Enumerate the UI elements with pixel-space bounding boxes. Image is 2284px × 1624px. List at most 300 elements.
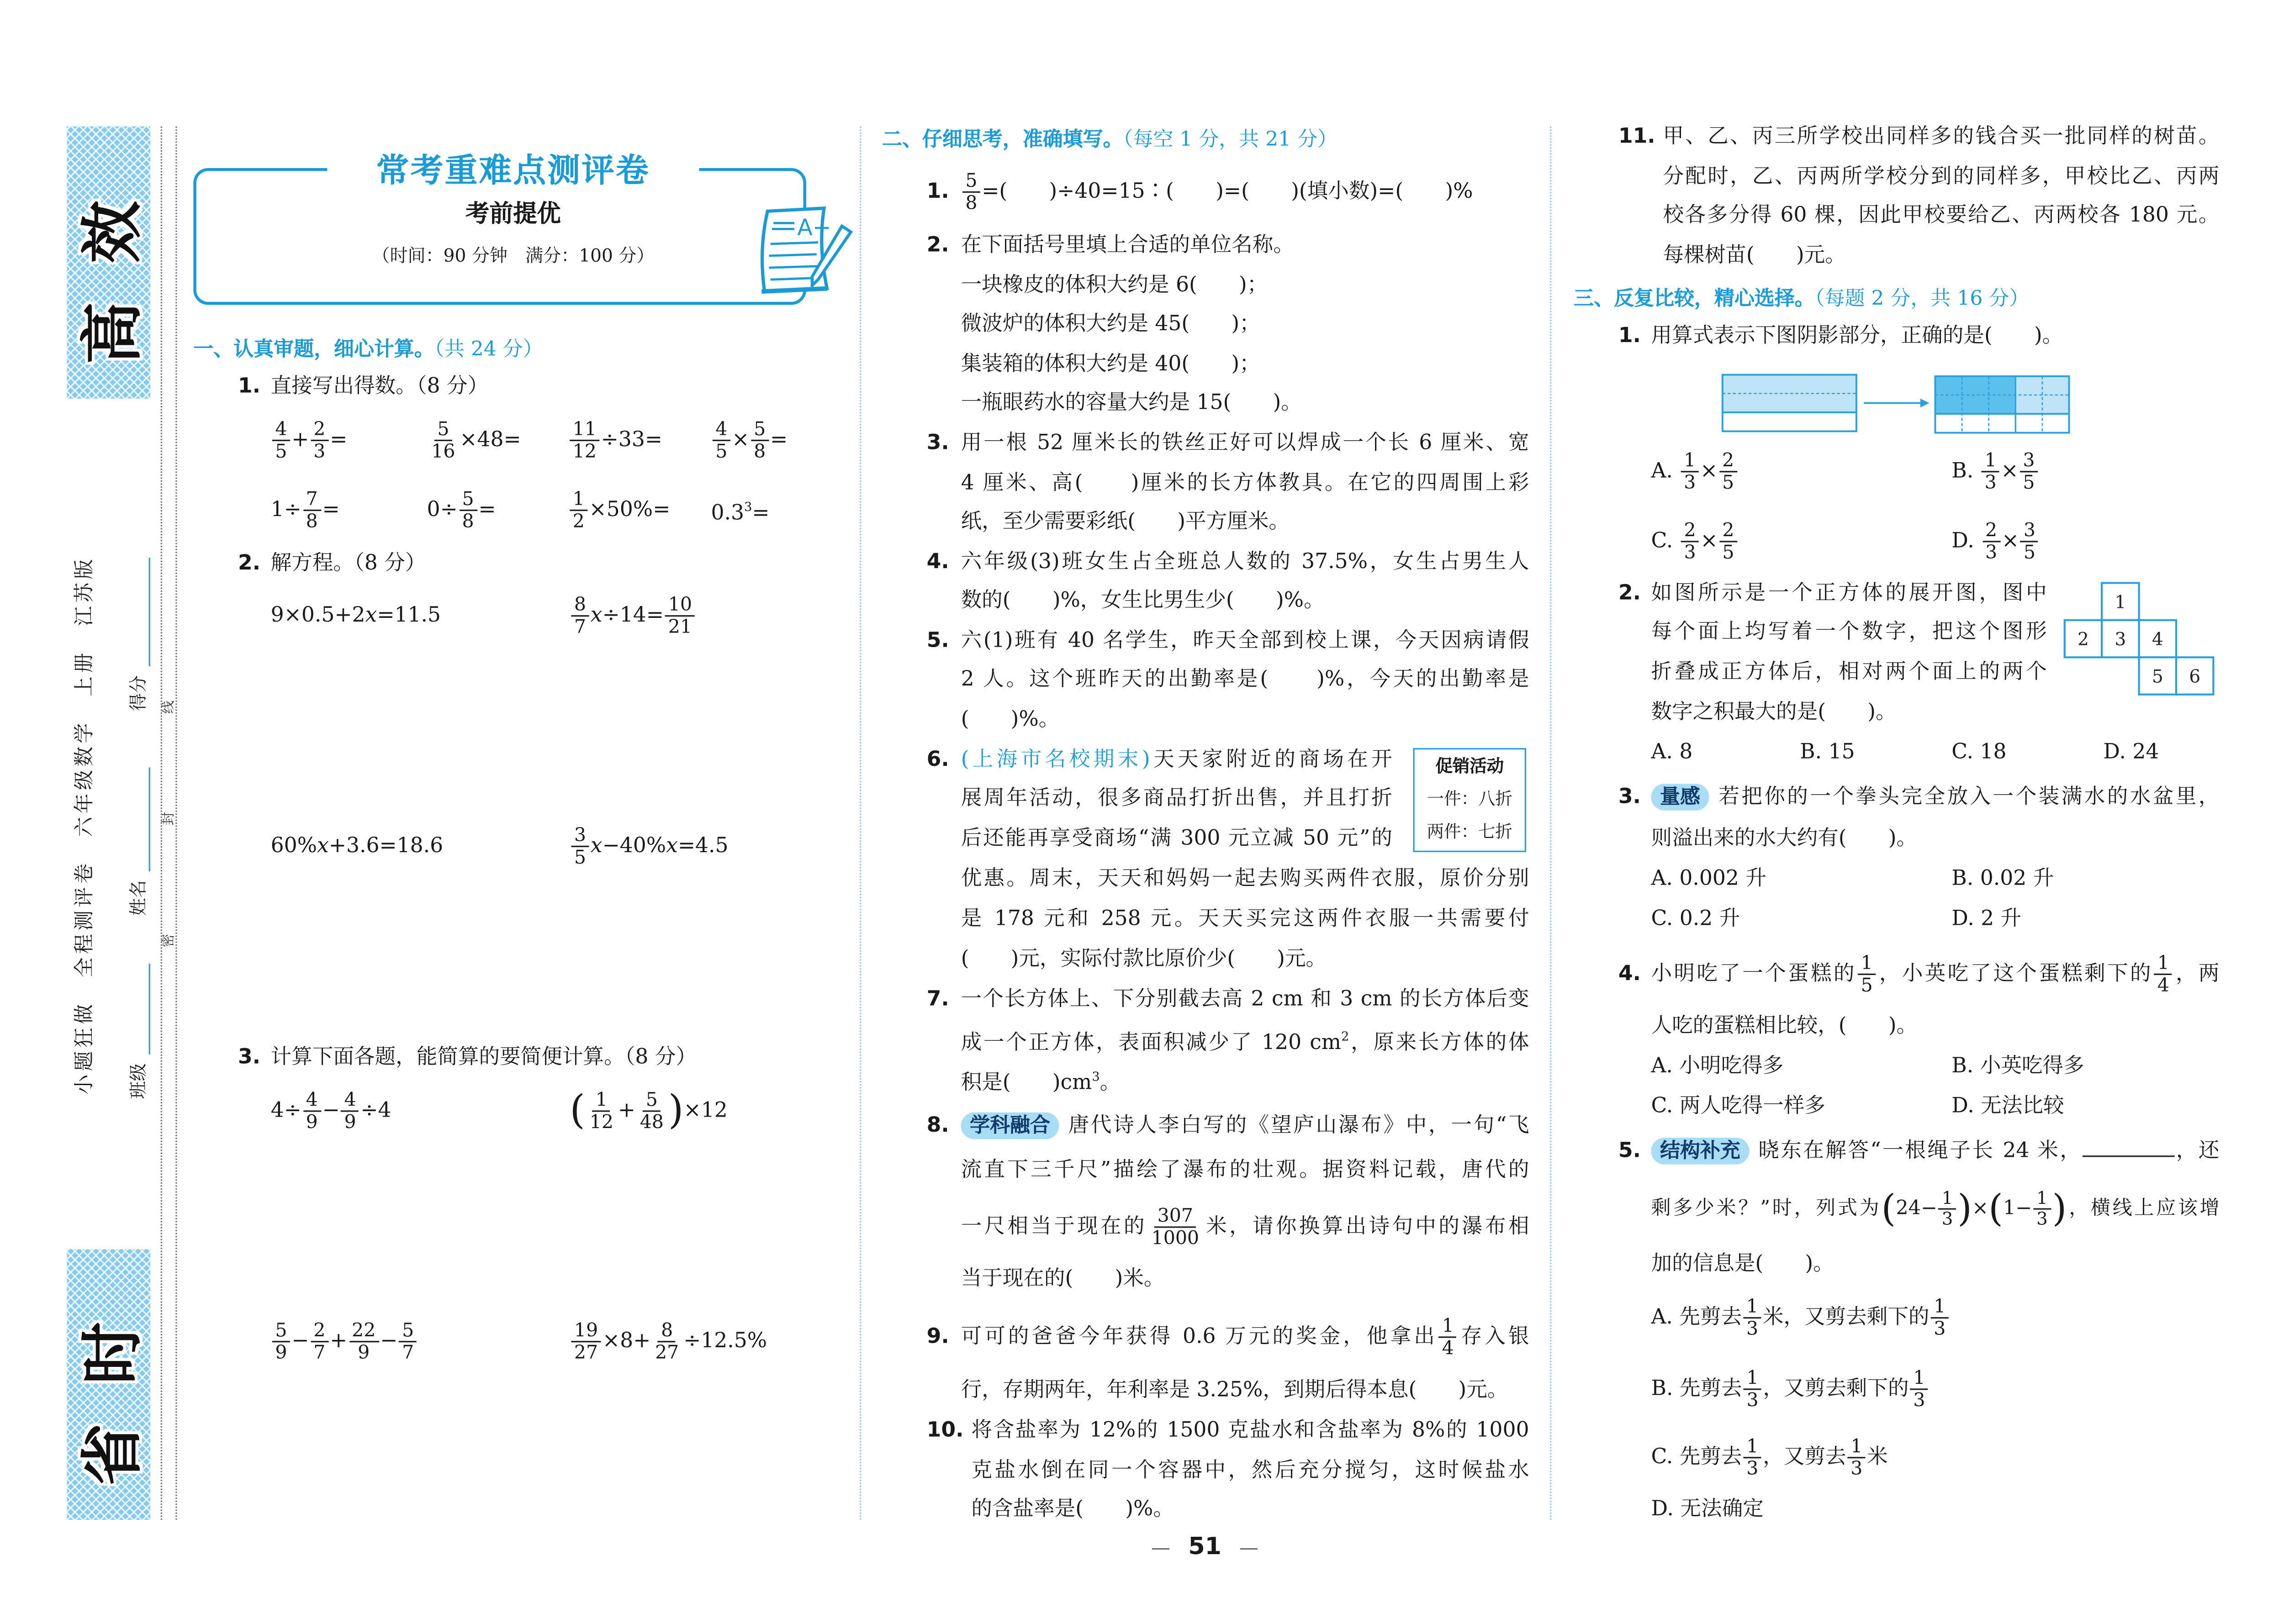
- fraction-denominator: 3: [1985, 540, 1998, 563]
- question-number: 10.: [926, 1418, 964, 1443]
- question-line: [961, 745, 1392, 775]
- question-line: 的含盐率是( )%。: [971, 1497, 1174, 1522]
- text-run: 可可的爸爸今年获得 0.6 万元的奖金，他拿出: [961, 1325, 1438, 1349]
- question-line: [961, 1111, 1529, 1140]
- fraction-numerator: 5: [399, 1320, 417, 1342]
- fraction-numerator: 1: [1858, 953, 1876, 975]
- fraction-numerator: 1: [1744, 1436, 1761, 1458]
- question-line: 2 人。这个班昨天的出勤率是( )%，今天的出勤率是: [961, 668, 1529, 692]
- text-run: 米，又剪去剩下的: [1762, 1306, 1930, 1330]
- answer-option[interactable]: C. 两人吃得一样多: [1651, 1094, 1825, 1118]
- fraction-denominator: 4: [1442, 1336, 1454, 1359]
- text-run: 一尺相当于现在的: [961, 1215, 1147, 1239]
- fraction-numerator: 4: [272, 419, 290, 441]
- question-line: 当于现在的( )米。: [961, 1267, 1165, 1291]
- question-number: 5.: [1618, 1139, 1641, 1163]
- question-line: 数的( )%，女生比男生少( )%。: [961, 589, 1325, 613]
- badge-text: 省时: [76, 1283, 149, 1486]
- text-run: 若把你的一个拳头完全放入一个装满水的水盆里，: [1716, 785, 2220, 809]
- fraction-numerator: 1: [2154, 953, 2172, 975]
- question-line: [961, 1206, 1529, 1248]
- exponent: 2: [1341, 1028, 1349, 1044]
- text-run: =( )÷40=15∶( )=( )(填小数)=( )%: [982, 180, 1473, 204]
- text-run: −: [291, 1329, 309, 1354]
- fraction-denominator: 5: [275, 439, 287, 462]
- exponent: 3: [744, 499, 752, 514]
- fraction: [303, 489, 321, 531]
- calc-item: [570, 1320, 767, 1362]
- big-parenthesis: ): [2052, 1186, 2067, 1230]
- net-face: 5: [2152, 666, 2163, 687]
- text-run: =: [478, 498, 496, 522]
- equation-item: [570, 594, 697, 637]
- fraction-numerator: 7: [303, 489, 321, 511]
- question-number: 1.: [926, 180, 949, 204]
- fraction: [571, 825, 589, 867]
- question-line: 一个长方体上、下分别截去高 2 cm 和 3 cm 的长方体后变: [961, 987, 1529, 1012]
- text-run: −: [380, 1329, 398, 1354]
- promotion-line: 一件：八折: [1427, 788, 1512, 809]
- topic-tag: 学科融合: [961, 1113, 1059, 1139]
- answer-option[interactable]: A. 8: [1651, 740, 1693, 765]
- question-line: 一瓶眼药水的容量大约是 15( )。: [961, 391, 1302, 415]
- answer-option[interactable]: B. 小英吃得多: [1951, 1054, 2084, 1078]
- fraction-denominator: 21: [668, 615, 692, 638]
- text-run: ，小英吃了这个蛋糕剩下的: [1877, 962, 2153, 986]
- oral-calc-item: [711, 419, 788, 461]
- text-run: 唐代诗人李白写的《望庐山瀑布》中，一句“飞: [1066, 1113, 1529, 1138]
- question-line: 如图所示是一个正方体的展开图，图中: [1651, 581, 2047, 606]
- answer-option[interactable]: C. 0.2 升: [1651, 907, 1740, 931]
- field-score-label: 得分: [128, 675, 149, 711]
- text-run: B.: [1951, 459, 1980, 484]
- fraction-numerator: 3: [2020, 520, 2038, 542]
- fraction-denominator: 12: [572, 439, 597, 462]
- fraction-denominator: 7: [402, 1340, 414, 1363]
- text-run: −: [322, 1099, 340, 1123]
- fraction-numerator: 1: [2034, 1189, 2051, 1210]
- fraction-denominator: 4: [2157, 973, 2169, 996]
- answer-option[interactable]: D. 无法确定: [1651, 1497, 1764, 1522]
- promotion-title: 促销活动: [1435, 755, 1504, 776]
- topic-tag: 结构补充: [1651, 1138, 1749, 1165]
- fraction-denominator: 12: [589, 1110, 613, 1133]
- answer-option[interactable]: [1651, 450, 1738, 493]
- field-name-label: 姓名: [128, 880, 149, 916]
- text-run: 成一个正方体，表面积减少了 120 cm: [961, 1031, 1342, 1055]
- fraction-numerator: 5: [272, 1320, 290, 1342]
- question-line: 校各多分得 60 棵，因此甲校要给乙、丙两校各 180 元。: [1663, 204, 2220, 228]
- fraction-numerator: 307: [1154, 1206, 1196, 1228]
- question-line: 集装箱的体积大约是 40( )；: [961, 352, 1260, 376]
- fraction-numerator: 3: [2020, 450, 2038, 472]
- text-run: =4.5: [677, 834, 729, 858]
- fraction-denominator: 7: [574, 615, 587, 638]
- text-run: 天天家附近的商场在开: [1150, 748, 1392, 772]
- question-number: 5.: [926, 629, 949, 653]
- badge-text: 高效: [76, 161, 149, 364]
- question-line: 4 厘米、高( )厘米的长方体教具。在它的四周围上彩: [961, 471, 1529, 496]
- question-line: 用算式表示下图阴影部分，正确的是( )。: [1651, 324, 2063, 348]
- fraction-numerator: 4: [713, 419, 730, 441]
- fraction-denominator: 3: [1934, 1317, 1946, 1339]
- fraction-numerator: 2: [1719, 520, 1737, 542]
- field-name-input[interactable]: [131, 768, 150, 871]
- fraction-denominator: 5: [1861, 973, 1873, 996]
- fraction: [587, 1090, 616, 1132]
- text-run: =: [770, 428, 788, 452]
- question-number: 11.: [1618, 125, 1655, 149]
- question-number: 8.: [926, 1113, 949, 1138]
- question-line: [961, 1316, 1529, 1358]
- section-title: 二、仔细思考，准确填写。: [882, 128, 1123, 152]
- answer-option[interactable]: [1951, 520, 2040, 563]
- question-line: 展周年活动，很多商品打折出售，并且打折: [961, 786, 1392, 811]
- answer-option[interactable]: B. 0.02 升: [1951, 867, 2054, 891]
- fraction-numerator: 11: [570, 419, 599, 441]
- equation-item: [271, 601, 441, 631]
- text-run: 1÷: [270, 498, 301, 522]
- field-class-input[interactable]: [131, 963, 150, 1054]
- column-divider: [860, 127, 861, 1520]
- text-run: 0.3: [711, 501, 745, 526]
- text-run: 存入银: [1458, 1325, 1529, 1349]
- fraction: [571, 594, 589, 637]
- fraction-numerator: 22: [349, 1320, 379, 1342]
- graded-paper-pencil-icon: [753, 202, 854, 297]
- fraction: [459, 489, 477, 531]
- question-number: 3.: [238, 1045, 261, 1070]
- fraction: [311, 419, 328, 461]
- text-run: ，还: [2174, 1139, 2220, 1163]
- fraction: [1681, 520, 1699, 563]
- page-number: — 51 —: [1151, 1531, 1259, 1560]
- seal-char: 封: [162, 812, 177, 826]
- fraction-denominator: 9: [275, 1340, 287, 1363]
- fraction-denominator: 9: [344, 1110, 356, 1133]
- question-number: 9.: [926, 1325, 949, 1349]
- question-line: ( )%。: [961, 707, 1060, 732]
- text-run: ×: [732, 428, 750, 452]
- text-run: B. 先剪去: [1651, 1377, 1742, 1401]
- big-parenthesis: (: [1988, 1186, 2003, 1230]
- fraction-numerator: 1: [1931, 1296, 1949, 1318]
- answer-option[interactable]: [1651, 520, 1739, 563]
- text-run: 60%: [270, 834, 317, 858]
- fraction-denominator: 5: [574, 845, 587, 868]
- text-run: +: [330, 1329, 348, 1354]
- question-line: 人吃的蛋糕相比较，( )。: [1651, 1014, 1918, 1038]
- fraction-denominator: 27: [655, 1340, 679, 1363]
- fraction: [2154, 953, 2172, 995]
- fraction: [1439, 1316, 1457, 1358]
- text-run: 剩多少米？”时，列式为: [1651, 1197, 1882, 1220]
- net-face: 2: [2078, 629, 2089, 650]
- question-number: 3.: [926, 431, 949, 455]
- equation-item: [271, 831, 444, 861]
- answer-option[interactable]: [1951, 450, 2039, 493]
- big-parenthesis: ): [1957, 1186, 1972, 1230]
- answer-option[interactable]: D. 无法比较: [1951, 1094, 2064, 1118]
- text-run: ×: [2001, 529, 2020, 554]
- text-run: A.: [1651, 459, 1680, 484]
- fraction-numerator: 5: [459, 489, 477, 511]
- question-line: 六年级(3)班女生占全班总人数的 37.5%，女生占男生人: [961, 550, 1529, 574]
- fraction-numerator: 1: [1982, 450, 1999, 472]
- question-line: 数字之积最大的是( )。: [1651, 700, 1897, 724]
- fraction-denominator: 5: [715, 439, 728, 462]
- fraction-denominator: 3: [1913, 1388, 1925, 1411]
- fraction-numerator: 8: [571, 594, 589, 616]
- fraction-numerator: 2: [1681, 520, 1699, 542]
- fraction-numerator: 1: [1743, 1296, 1761, 1318]
- question-prompt: 计算下面各题，能简算的要简便计算。（8 分）: [270, 1045, 697, 1070]
- badge-efficient: [67, 127, 150, 399]
- source-label: (上海市名校期末): [961, 748, 1150, 772]
- big-parenthesis: (: [570, 1087, 585, 1134]
- fraction-numerator: 4: [341, 1090, 359, 1112]
- fraction-numerator: 10: [665, 594, 695, 616]
- question-number: 6.: [926, 748, 949, 772]
- series-title: 小题狂做 全程测评卷 六年级数学 上册 江苏版: [73, 559, 97, 1095]
- fraction: [2034, 1189, 2051, 1229]
- text-run: ÷33=: [601, 428, 663, 452]
- calc-item: [271, 1090, 391, 1132]
- answer-option[interactable]: A. 小明吃得多: [1651, 1054, 1784, 1078]
- fraction-numerator: 1: [570, 489, 587, 511]
- fraction-numerator: 19: [571, 1320, 601, 1342]
- seal-line: [161, 127, 162, 1520]
- question-number: 2.: [1618, 581, 1641, 606]
- question-prompt: 直接写出得数。（8 分）: [270, 374, 489, 399]
- fraction-numerator: 2: [1719, 450, 1737, 472]
- fraction-numerator: 3: [571, 825, 589, 847]
- fraction-denominator: 48: [640, 1110, 664, 1133]
- text-run: ，原来长方体的体: [1349, 1031, 1529, 1055]
- variable: x: [590, 604, 603, 628]
- question-number: 4.: [1618, 962, 1641, 986]
- question-line: 流直下三千尺”描绘了瀑布的壮观。据资料记载，唐代的: [961, 1158, 1529, 1182]
- net-face: 6: [2189, 666, 2201, 687]
- fraction-denominator: 8: [754, 439, 766, 462]
- promotion-line: 两件：七折: [1427, 821, 1512, 842]
- fraction: [311, 1320, 328, 1362]
- fraction-denominator: 5: [2023, 540, 2036, 563]
- promotion-box: [1413, 748, 1526, 852]
- answer-option[interactable]: [1651, 1296, 1950, 1339]
- variable: x: [365, 604, 377, 628]
- fraction: [1848, 1436, 1866, 1478]
- student-info-fields: [123, 549, 150, 1099]
- oral-calc-item: [271, 489, 340, 531]
- question-line: 后还能再享受商场“满 300 元立减 50 元”的: [961, 827, 1392, 851]
- field-score-input[interactable]: [131, 558, 150, 666]
- question-number: 1.: [238, 374, 261, 399]
- fraction: [962, 170, 980, 213]
- question-line: [1651, 782, 2219, 812]
- question-line: 克盐水倒在同一个容器中，然后充分搅匀，这时候盐水: [971, 1459, 1529, 1483]
- text-run: ，又剪去剩下的: [1763, 1377, 1909, 1401]
- fraction-numerator: 5: [751, 419, 769, 441]
- fraction: [1939, 1189, 1956, 1229]
- fraction-numerator: 1: [592, 1090, 610, 1112]
- answer-option[interactable]: [1651, 1368, 1930, 1410]
- fraction: [1982, 520, 2000, 563]
- big-parenthesis: ): [668, 1087, 684, 1134]
- text-run: 。: [1100, 1071, 1121, 1095]
- answer-option[interactable]: D. 2 升: [1951, 907, 2022, 931]
- text-run: 米: [1867, 1445, 1888, 1470]
- fraction-numerator: 1: [1939, 1189, 1956, 1210]
- answer-option[interactable]: D. 24: [2103, 740, 2159, 765]
- fraction-numerator: 1: [1848, 1436, 1866, 1458]
- fraction: [2020, 520, 2038, 563]
- question-line: ( )元，实际付款比原价少( )元。: [961, 947, 1327, 971]
- fraction-numerator: 5: [962, 170, 980, 192]
- question-line: 微波炉的体积大约是 45( )；: [961, 312, 1260, 336]
- calc-item: [271, 1320, 418, 1362]
- text-run: 9×0.5+2: [270, 604, 365, 628]
- fraction-denominator: 3: [2036, 1208, 2048, 1229]
- variable: x: [317, 834, 329, 858]
- net-face: 1: [2115, 592, 2126, 613]
- fraction-numerator: 2: [311, 419, 328, 441]
- section-score: （共 24 分）: [434, 337, 543, 362]
- question-line: 优惠。周末，天天和妈妈一起去购买两件衣服，原价分别: [961, 867, 1529, 891]
- text-run: ×: [1700, 529, 1718, 554]
- fraction: [1744, 1368, 1761, 1410]
- fraction-numerator: 5: [643, 1090, 661, 1112]
- big-parenthesis: (: [1881, 1186, 1896, 1230]
- text-run: =11.5: [377, 604, 441, 628]
- exponent: 3: [1092, 1069, 1100, 1084]
- variable: x: [590, 834, 603, 858]
- fraction: [1910, 1368, 1928, 1410]
- text-run: ×48=: [460, 428, 521, 452]
- fraction-numerator: 2: [311, 1320, 328, 1342]
- text-run: A. 先剪去: [1651, 1306, 1742, 1330]
- net-face: 4: [2152, 629, 2163, 650]
- question-line: [1651, 1136, 2219, 1166]
- answer-option[interactable]: B. 15: [1800, 740, 1855, 765]
- fraction-denominator: 9: [358, 1340, 370, 1363]
- calc-item: [570, 1087, 728, 1134]
- fraction: [652, 1320, 682, 1362]
- fraction: [399, 1320, 417, 1362]
- text-run: 晓东在解答“一根绳子长 24 米，: [1756, 1139, 2083, 1163]
- oral-calc-item: [427, 419, 521, 461]
- fraction: [1719, 450, 1737, 493]
- answer-option[interactable]: A. 0.002 升: [1651, 867, 1767, 891]
- fraction-denominator: 5: [1722, 540, 1734, 563]
- fraction-numerator: 8: [658, 1320, 676, 1342]
- shaded-rectangle-diagram: [1718, 372, 2075, 437]
- text-run: ，横线上应该增: [2067, 1197, 2220, 1220]
- fraction: [1743, 1296, 1761, 1339]
- text-run: 小明吃了一个蛋糕的: [1651, 962, 1856, 986]
- fraction: [1719, 520, 1737, 563]
- question-line: 分配时，乙、丙两所学校分到的同样多，甲校比乙、丙两: [1663, 165, 2220, 189]
- seal-line: [175, 127, 177, 1520]
- fraction-denominator: 2: [572, 509, 585, 532]
- variable: x: [666, 834, 678, 858]
- fraction-denominator: 3: [1746, 1456, 1759, 1479]
- section-1-heading: [193, 332, 543, 361]
- fraction-denominator: 3: [1684, 540, 1696, 563]
- question-line: [961, 1061, 1121, 1098]
- question-line: 将含盐率为 12%的 1500 克盐水和含盐率为 8%的 1000: [971, 1418, 1529, 1443]
- badge-time-saving: [67, 1249, 150, 1520]
- fraction-denominator: 3: [1941, 1208, 1953, 1229]
- text-run: =: [322, 498, 340, 522]
- text-run: ，两: [2173, 962, 2220, 986]
- fraction-denominator: 7: [313, 1340, 326, 1363]
- fraction: [571, 1320, 601, 1362]
- fraction-denominator: 8: [965, 191, 978, 214]
- text-run: 1−: [2003, 1197, 2032, 1220]
- fraction: [637, 1090, 666, 1132]
- text-run: +3.6=18.6: [328, 834, 444, 858]
- fraction: [1148, 1206, 1202, 1248]
- question-line: 甲、乙、丙三所学校出同样多的钱合买一批同样的树苗。: [1663, 125, 2220, 149]
- fraction-denominator: 9: [306, 1110, 318, 1133]
- text-run: ×: [1700, 459, 1718, 484]
- fraction-denominator: 8: [306, 509, 318, 532]
- text-run: D.: [1951, 529, 1981, 554]
- question-line: 则溢出来的水大约有( )。: [1651, 827, 1918, 851]
- answer-blank-line[interactable]: [2082, 1138, 2174, 1157]
- section-score: （每题 2 分，共 16 分）: [1814, 287, 2030, 311]
- fraction-numerator: 2: [1982, 520, 2000, 542]
- question-number: 2.: [238, 552, 261, 576]
- fraction-denominator: 3: [1746, 1388, 1759, 1411]
- text-run: 4÷: [270, 1099, 301, 1123]
- fraction-denominator: 3: [1684, 470, 1696, 493]
- question-line: 加的信息是( )。: [1651, 1252, 1834, 1276]
- fraction: [1681, 450, 1699, 493]
- fraction: [1744, 1436, 1761, 1478]
- answer-option[interactable]: C. 18: [1951, 740, 2007, 765]
- fraction: [570, 419, 599, 461]
- fraction: [272, 419, 290, 461]
- text-run: 24−: [1896, 1197, 1937, 1220]
- text-run: ×8+: [602, 1329, 651, 1354]
- text-run: =: [752, 501, 770, 526]
- oral-calc-item: [711, 492, 770, 528]
- fraction: [751, 419, 769, 461]
- text-run: =: [330, 428, 348, 452]
- fraction: [570, 489, 587, 531]
- topic-tag: 量感: [1651, 784, 1709, 811]
- fraction: [303, 1090, 321, 1132]
- fraction-denominator: 8: [462, 509, 474, 532]
- fraction-denominator: 3: [313, 439, 326, 462]
- answer-option[interactable]: [1651, 1436, 1887, 1478]
- text-run: C.: [1651, 529, 1680, 554]
- text-run: ，又剪去: [1763, 1445, 1846, 1470]
- seal-char: 线: [162, 700, 177, 714]
- fraction-numerator: 5: [434, 419, 452, 441]
- page-title: 常考重难点测评卷: [327, 146, 699, 192]
- fraction-numerator: 1: [1744, 1368, 1761, 1390]
- fraction: [1858, 953, 1876, 995]
- question-line: 每个面上均写着一个数字，把这个图形: [1651, 620, 2047, 644]
- fraction-denominator: 5: [1722, 470, 1734, 493]
- question-line: 是 178 元和 258 元。天天买完这两件衣服一共需要付: [961, 907, 1529, 931]
- fraction: [272, 1320, 290, 1362]
- text-run: 积是( )cm: [961, 1071, 1092, 1095]
- equation-item: [570, 825, 728, 867]
